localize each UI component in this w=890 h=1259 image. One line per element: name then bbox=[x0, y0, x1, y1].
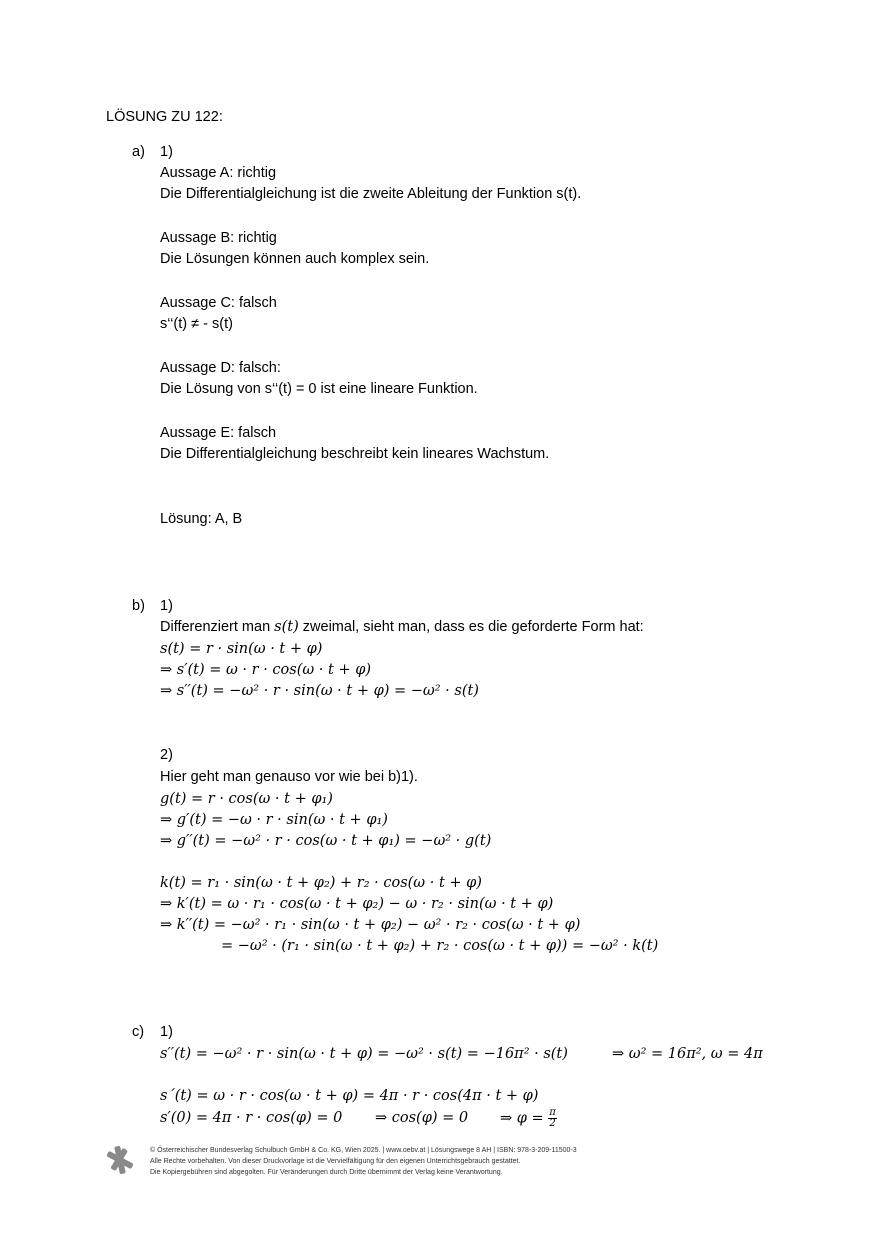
footer-copyright: © Österreichischer Bundesverlag Schulbuch GmbH & Co. KG, Wien 2025. | www.oebv.at | Lösungswege 8 AH | ISBN: 978-3-209-11500-3 bbox=[150, 1147, 577, 1154]
statement-d-reason: Die Lösung von s‘‘(t) = 0 ist eine lineare Funktion. bbox=[160, 381, 478, 397]
equation-g: g(t) = r · cos(ω · t + φ₁) bbox=[160, 791, 333, 807]
frac-denominator: 2 bbox=[549, 1118, 556, 1129]
statement-e-reason: Die Differentialgleichung beschreibt kein lineares Wachstum. bbox=[160, 446, 550, 462]
equation-c-1-result: ⇒ ω² = 16π², ω = 4π bbox=[612, 1046, 763, 1062]
equation-s-double-prime: ⇒ s′′(t) = −ω² · r · sin(ω · t + φ) = −ω² · s(t) bbox=[160, 683, 479, 699]
equation-c-2: s´(t) = ω · r · cos(ω · t + φ) = 4π · r · cos(4π · t + φ) bbox=[160, 1088, 539, 1104]
equation-g-double-prime: ⇒ g′′(t) = −ω² · r · cos(ω · t + φ₁) = −ω² · g(t) bbox=[160, 833, 492, 849]
statement-b-reason: Die Lösungen können auch komplex sein. bbox=[160, 251, 430, 267]
page-title: LÖSUNG ZU 122: bbox=[106, 109, 223, 125]
pi-half-fraction bbox=[548, 1108, 557, 1129]
statement-c-reason: s‘‘(t) ≠ - s(t) bbox=[160, 316, 233, 332]
statement-d-verdict: Aussage D: falsch: bbox=[160, 360, 281, 376]
publisher-logo-icon bbox=[104, 1144, 136, 1176]
part-a-solution: Lösung: A, B bbox=[160, 511, 243, 527]
equation-s: s(t) = r · sin(ω · t + φ) bbox=[160, 641, 323, 657]
intro-pre: Differenziert man bbox=[160, 619, 275, 635]
equation-c-3-cos: ⇒ cos(φ) = 0 bbox=[375, 1110, 469, 1126]
equation-k-prime: ⇒ k′(t) = ω · r₁ · cos(ω · t + φ₂) − ω · r₂ · sin(ω · t + φ) bbox=[160, 896, 554, 912]
statement-b-verdict: Aussage B: richtig bbox=[160, 230, 277, 246]
statement-a-reason: Die Differentialgleichung ist die zweite Ableitung der Funktion s(t). bbox=[160, 186, 582, 202]
equation-c-1: s′′(t) = −ω² · r · sin(ω · t + φ) = −ω² · s(t) = −16π² · s(t) bbox=[160, 1046, 568, 1062]
equation-c-3-phi bbox=[500, 1108, 557, 1129]
statement-e-verdict: Aussage E: falsch bbox=[160, 425, 277, 441]
part-b-sub-2: 2) bbox=[160, 747, 173, 763]
part-a-sub-1: 1) bbox=[160, 144, 173, 160]
equation-c-3: s′(0) = 4π · r · cos(φ) = 0 bbox=[160, 1110, 343, 1126]
frac-numerator: π bbox=[549, 1107, 556, 1118]
intro-post: zweimal, sieht man, dass es die geforderte Form hat: bbox=[298, 619, 644, 635]
part-c-label: c) bbox=[132, 1024, 145, 1040]
equation-k-double-prime: ⇒ k′′(t) = −ω² · r₁ · sin(ω · t + φ₂) − ω² · r₂ · cos(ω · t + φ) bbox=[160, 917, 581, 933]
equation-s-prime: ⇒ s′(t) = ω · r · cos(ω · t + φ) bbox=[160, 662, 372, 678]
phi-prefix: ⇒ φ = bbox=[500, 1110, 549, 1127]
equation-g-prime: ⇒ g′(t) = −ω · r · sin(ω · t + φ₁) bbox=[160, 812, 388, 828]
footer-rights: Alle Rechte vorbehalten. Von dieser Druckvorlage ist die Vervielfältigung für den eigenen Unterrichtsgebrauch gestattet. bbox=[150, 1158, 521, 1165]
part-c-sub-1: 1) bbox=[160, 1024, 173, 1040]
part-b-intro-2: Hier geht man genauso vor wie bei b)1). bbox=[160, 769, 418, 785]
statement-c-verdict: Aussage C: falsch bbox=[160, 295, 277, 311]
equation-k: k(t) = r₁ · sin(ω · t + φ₂) + r₂ · cos(ω · t + φ) bbox=[160, 875, 482, 891]
footer-fees: Die Kopiergebühren sind abgegolten. Für Veränderungen durch Dritte übernimmt der Verlag keine Verantwortung. bbox=[150, 1169, 503, 1176]
part-a-label: a) bbox=[132, 144, 145, 160]
equation-k-double-prime-cont: = −ω² · (r₁ · sin(ω · t + φ₂) + r₂ · cos(ω · t + φ)) = −ω² · k(t) bbox=[221, 938, 659, 954]
statement-a-verdict: Aussage A: richtig bbox=[160, 165, 277, 181]
intro-math: s(t) bbox=[274, 619, 299, 635]
part-b-intro bbox=[160, 617, 644, 637]
part-b-sub-1: 1) bbox=[160, 598, 173, 614]
part-b-label: b) bbox=[132, 598, 145, 614]
